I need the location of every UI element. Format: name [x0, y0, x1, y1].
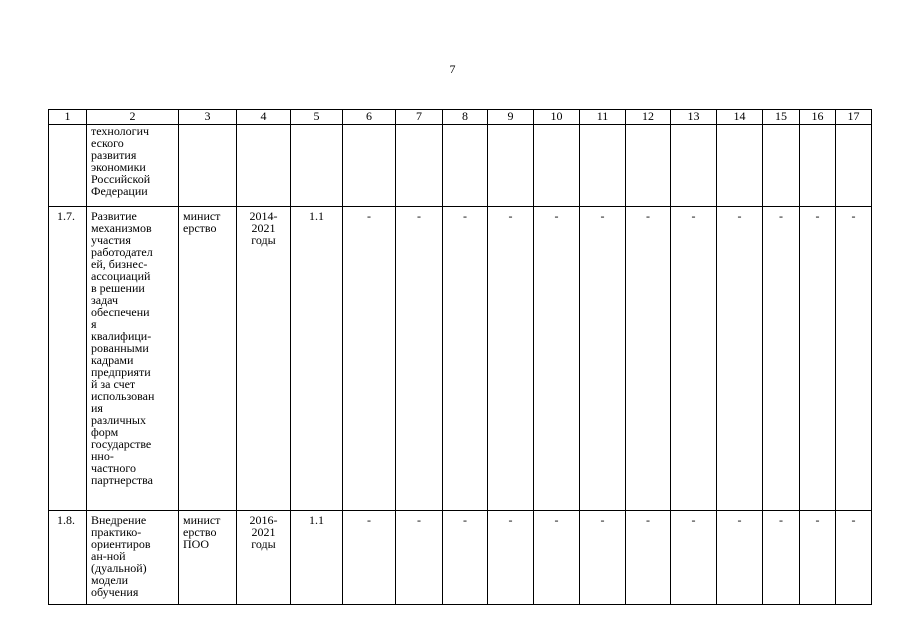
value-text: -	[737, 209, 742, 223]
value-text: -	[691, 209, 696, 223]
value-text: -	[600, 513, 605, 527]
term	[237, 511, 291, 605]
value-cell	[800, 125, 836, 207]
value-text: -	[815, 513, 820, 527]
value-cell	[396, 207, 443, 511]
value-text: -	[417, 513, 421, 527]
col-header: 6	[343, 110, 396, 125]
header-row	[49, 110, 872, 125]
value-cell	[763, 125, 800, 207]
value-cell	[800, 511, 836, 605]
term-text: 2016- 2021 годы	[249, 513, 278, 551]
executor-text: минист ерство ПОО	[183, 513, 221, 551]
value-cell	[626, 511, 671, 605]
col-header: 14	[717, 110, 763, 125]
value-cell	[717, 125, 763, 207]
value-cell	[800, 207, 836, 511]
value-cell	[343, 125, 396, 207]
value-cell	[488, 125, 534, 207]
value-cell	[580, 125, 626, 207]
plan-table	[48, 109, 872, 605]
value-text: -	[779, 209, 783, 223]
col-header: 9	[488, 110, 534, 125]
activity-name	[87, 125, 179, 207]
activity-name-text: Внедрение практико- ориентиров ан-ной (дуальной) модели обучения	[91, 513, 151, 599]
value-text: -	[646, 209, 650, 223]
value-cell	[534, 207, 580, 511]
value-text: -	[463, 209, 467, 223]
table-row	[49, 511, 872, 605]
value-cell	[396, 125, 443, 207]
page-number: 7	[449, 62, 456, 76]
value-cell	[534, 125, 580, 207]
value-cell	[717, 511, 763, 605]
value-cell	[717, 207, 763, 511]
row-number: 1.8.	[49, 511, 87, 605]
col-header: 13	[671, 110, 717, 125]
term-text: 2014- 2021 годы	[249, 209, 278, 247]
col-header: 16	[800, 110, 836, 125]
value-cell	[443, 125, 488, 207]
col-header: 11	[580, 110, 626, 125]
value-cell	[763, 511, 800, 605]
value-cell	[671, 207, 717, 511]
col-header: 12	[626, 110, 671, 125]
value-cell	[671, 511, 717, 605]
value-text: -	[815, 209, 820, 223]
col-header: 15	[763, 110, 800, 125]
link-indicator: 1.1	[291, 511, 343, 605]
value-text: -	[417, 209, 421, 223]
activity-name-text: Развитие механизмов участия работодател ей, бизнес- ассоциаций в решении задач обеспечени я квалифици- рованными кадрами предприяти й за счет использован ия различных форм государстве нно- частного партнерства	[91, 209, 155, 487]
link-indicator: 1.1	[291, 207, 343, 511]
value-cell	[580, 511, 626, 605]
value-cell	[343, 511, 396, 605]
value-cell	[836, 125, 872, 207]
table-row	[49, 125, 872, 207]
value-cell	[488, 511, 534, 605]
value-cell	[626, 207, 671, 511]
value-text: -	[851, 209, 856, 223]
col-header: 4	[237, 110, 291, 125]
table-row	[49, 207, 872, 511]
activity-name	[87, 207, 179, 511]
value-text: -	[691, 513, 696, 527]
executor	[179, 207, 237, 511]
activity-name	[87, 511, 179, 605]
value-cell	[443, 511, 488, 605]
col-header: 5	[291, 110, 343, 125]
value-text: -	[646, 513, 650, 527]
value-text: -	[779, 513, 783, 527]
value-text: -	[851, 513, 856, 527]
activity-name-text: технологич еского развития экономики Российской Федерации	[91, 124, 151, 198]
value-text: -	[367, 513, 371, 527]
value-cell	[836, 511, 872, 605]
term	[237, 207, 291, 511]
row-number: 1.7.	[49, 207, 87, 511]
value-cell	[396, 511, 443, 605]
executor	[179, 511, 237, 605]
value-text: -	[554, 209, 559, 223]
value-cell	[343, 207, 396, 511]
value-cell	[626, 125, 671, 207]
executor-text: минист ерство	[183, 209, 221, 235]
value-text: -	[508, 209, 513, 223]
executor	[179, 125, 237, 207]
table-header	[49, 110, 872, 125]
value-cell	[488, 207, 534, 511]
col-header: 2	[87, 110, 179, 125]
value-cell	[763, 207, 800, 511]
col-header: 10	[534, 110, 580, 125]
value-cell	[443, 207, 488, 511]
value-text: -	[463, 513, 467, 527]
link-indicator	[291, 125, 343, 207]
value-text: -	[737, 513, 742, 527]
row-number	[49, 125, 87, 207]
term	[237, 125, 291, 207]
table-body	[49, 125, 872, 605]
col-header: 17	[836, 110, 872, 125]
col-header: 7	[396, 110, 443, 125]
value-text: -	[508, 513, 513, 527]
col-header: 1	[49, 110, 87, 125]
col-header: 8	[443, 110, 488, 125]
col-header: 3	[179, 110, 237, 125]
value-text: -	[554, 513, 559, 527]
value-cell	[534, 511, 580, 605]
value-text: -	[600, 209, 605, 223]
value-text: -	[367, 209, 371, 223]
value-cell	[580, 207, 626, 511]
value-cell	[671, 125, 717, 207]
value-cell	[836, 207, 872, 511]
